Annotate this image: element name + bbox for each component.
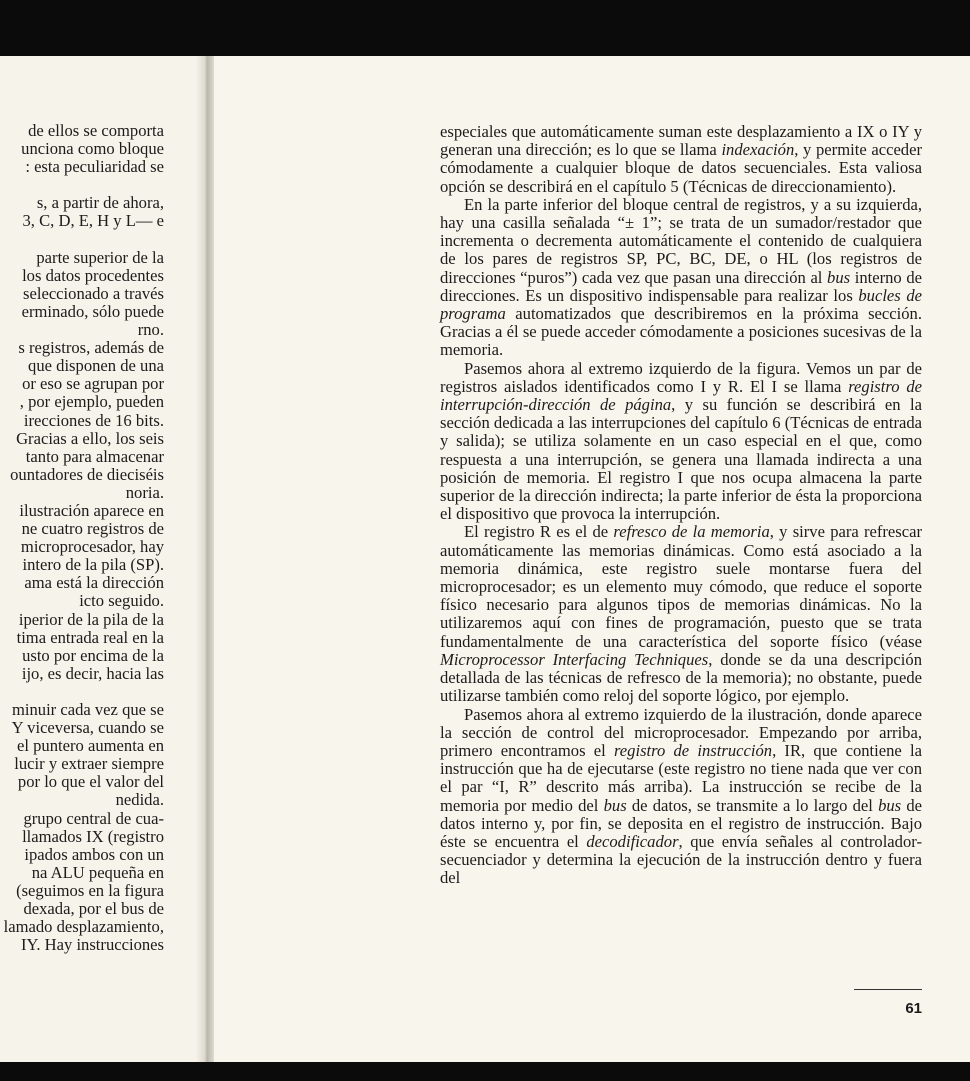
left-page-line: tima entrada real en la <box>16 628 164 647</box>
top-scan-border <box>0 0 970 56</box>
right-page-text <box>440 123 922 888</box>
page-number-rule <box>854 989 922 990</box>
body-paragraph: Pasemos ahora al extremo izquierdo de la ilustración, donde aparece la sección de control del microprocesador. Empezando por arriba, primero encontramos el registro de instrucción, IR, que contiene la instrucción que ha de ejecutarse (este registro no tiene nada que ver con el par “I, R” descrito más arriba). La instrucción se recibe de la memoria por medio del bus de datos, se transmite a lo largo del bus de datos interno y, por fin, se deposita en el registro de instrucción. Bajo éste se encuentra el decodificador, que envía señales al controlador-secuenciador y determina la ejecución de la instrucción dentro y fuera del <box>440 704 922 888</box>
left-page-line: s registros, además de <box>18 339 164 358</box>
left-page-line: Y viceversa, cuando se <box>11 719 164 738</box>
left-page-line: irecciones de 16 bits. <box>23 411 164 430</box>
left-page-line: los datos procedentes <box>22 266 164 285</box>
left-page-line: microprocesador, hay <box>20 538 164 557</box>
left-page-line: grupo central de cua- <box>23 809 164 828</box>
left-page-line: usto por encima de la <box>22 646 164 665</box>
left-page-line: rno. <box>137 321 164 340</box>
body-paragraph: El registro R es el de refresco de la memoria, y sirve para refrescar automáticamente las memorias dinámicas. Como está asociado a la memoria dinámica, este registro suele montarse fuera del microprocesador; es un elemento muy cómodo, que reduce el soporte físico necesario para algunos tipos de memorias dinámicas. No la utilizaremos aquí con fines de programación, puesto que se trata fundamentalmente de una característica del soporte físico (véase Microprocessor Interfacing Techniques, donde se da una descripción detallada de las técnicas de refresco de la memoria); no obstante, puede utilizarse también como reloj del soporte lógico, por ejemplo. <box>440 522 923 706</box>
left-page-line <box>0 683 164 701</box>
book-gutter <box>196 56 216 1062</box>
left-page-line: lamado desplazamiento, <box>3 918 164 937</box>
left-page-line: tanto para almacenar <box>25 447 164 466</box>
left-page-line: minuir cada vez que se <box>11 701 164 719</box>
left-page-line: por lo que el valor del <box>17 773 164 792</box>
left-page-line: icto seguido. <box>79 592 164 611</box>
left-page <box>0 56 210 1062</box>
left-page-line: parte superior de la <box>36 248 164 267</box>
left-page-line: ilustración aparece en <box>19 501 164 520</box>
left-page-line: ijo, es decir, hacia las <box>21 664 164 683</box>
left-page-line: ipados ambos con un <box>24 845 164 864</box>
left-page-line <box>0 231 164 249</box>
left-page-line: ne cuatro registros de <box>21 520 164 539</box>
body-paragraph: En la parte inferior del bloque central de registros, y a su izquierda, hay una casilla señalada “± 1”; se trata de un sumador/restador que incrementa o decrementa automáticamente el contenido de cualquiera de los pares de registros SP, PC, BC, DE, o HL (los registros de direcciones “puros”) cada vez que pasan una dirección al bus interno de direcciones. Es un dispositivo indispensable para realizar los bucles de programa automatizados que describiremos en la próxima sección. Gracias a él se puede acceder cómodamente a posiciones sucesivas de la memoria. <box>440 194 922 360</box>
left-page-line: Gracias a ello, los seis <box>16 429 164 448</box>
left-page-line <box>0 176 164 194</box>
left-page-line: iperior de la pila de la <box>18 610 164 629</box>
left-page-line: lucir y extraer siempre <box>14 755 164 774</box>
body-paragraph: especiales que automáticamente suman este desplazamiento a IX o IY y generan una dirección; es lo que se llama indexación, y permite acceder cómodamente a cualquier bloque de datos secuenciales. Esta valiosa opción se describirá en el capítulo 5 (Técnicas de direccionamiento). <box>440 122 922 196</box>
left-page-line: erminado, sólo puede <box>21 302 164 321</box>
left-page-line: el puntero aumenta en <box>17 737 164 756</box>
left-page-line: noria. <box>125 483 164 502</box>
left-page-line: 3, C, D, E, H y L— e <box>22 212 164 231</box>
left-page-line: que disponen de una <box>28 357 164 376</box>
left-page-line: : esta peculiaridad se <box>25 158 164 177</box>
left-page-line: nedida. <box>115 791 164 810</box>
bottom-scan-border <box>0 1062 970 1081</box>
right-page <box>214 56 970 1062</box>
left-page-line: unciona como bloque <box>21 140 164 159</box>
left-page-line: na ALU pequeña en <box>31 863 164 882</box>
left-page-line: ountadores de dieciséis <box>10 465 164 484</box>
left-page-line: intero de la pila (SP). <box>22 556 164 575</box>
left-page-line: de ellos se comporta <box>28 122 164 140</box>
left-page-line: llamados IX (registro <box>22 827 164 846</box>
left-page-line: s, a partir de ahora, <box>36 194 164 213</box>
page-number: 61 <box>905 1000 922 1017</box>
left-page-line: , por ejemplo, pueden <box>19 393 164 412</box>
left-page-line: (seguimos en la figura <box>16 881 164 900</box>
left-page-line: or eso se agrupan por <box>22 375 164 394</box>
left-page-line: ama está la dirección <box>24 574 164 593</box>
left-page-text <box>0 122 164 954</box>
left-page-line: IY. Hay instrucciones <box>20 936 164 955</box>
body-paragraph: Pasemos ahora al extremo izquierdo de la figura. Vemos un par de registros aislados identificados como I y R. El I se llama registro de interrupción-dirección de página, y su función se describirá en la sección dedicada a las interrupciones del capítulo 6 (Técnicas de entrada y salida); se utiliza solamente en un caso especial en el que, como respuesta a una interrupción, se genera una llamada indirecta a una posición de memoria. El registro I que nos ocupa almacena la parte superior de la dirección indirecta; la parte inferior de ésta la proporciona el dispositivo que provoca la interrupción. <box>440 358 922 524</box>
left-page-line: dexada, por el bus de <box>23 900 164 919</box>
left-page-line: seleccionado a través <box>23 284 164 303</box>
